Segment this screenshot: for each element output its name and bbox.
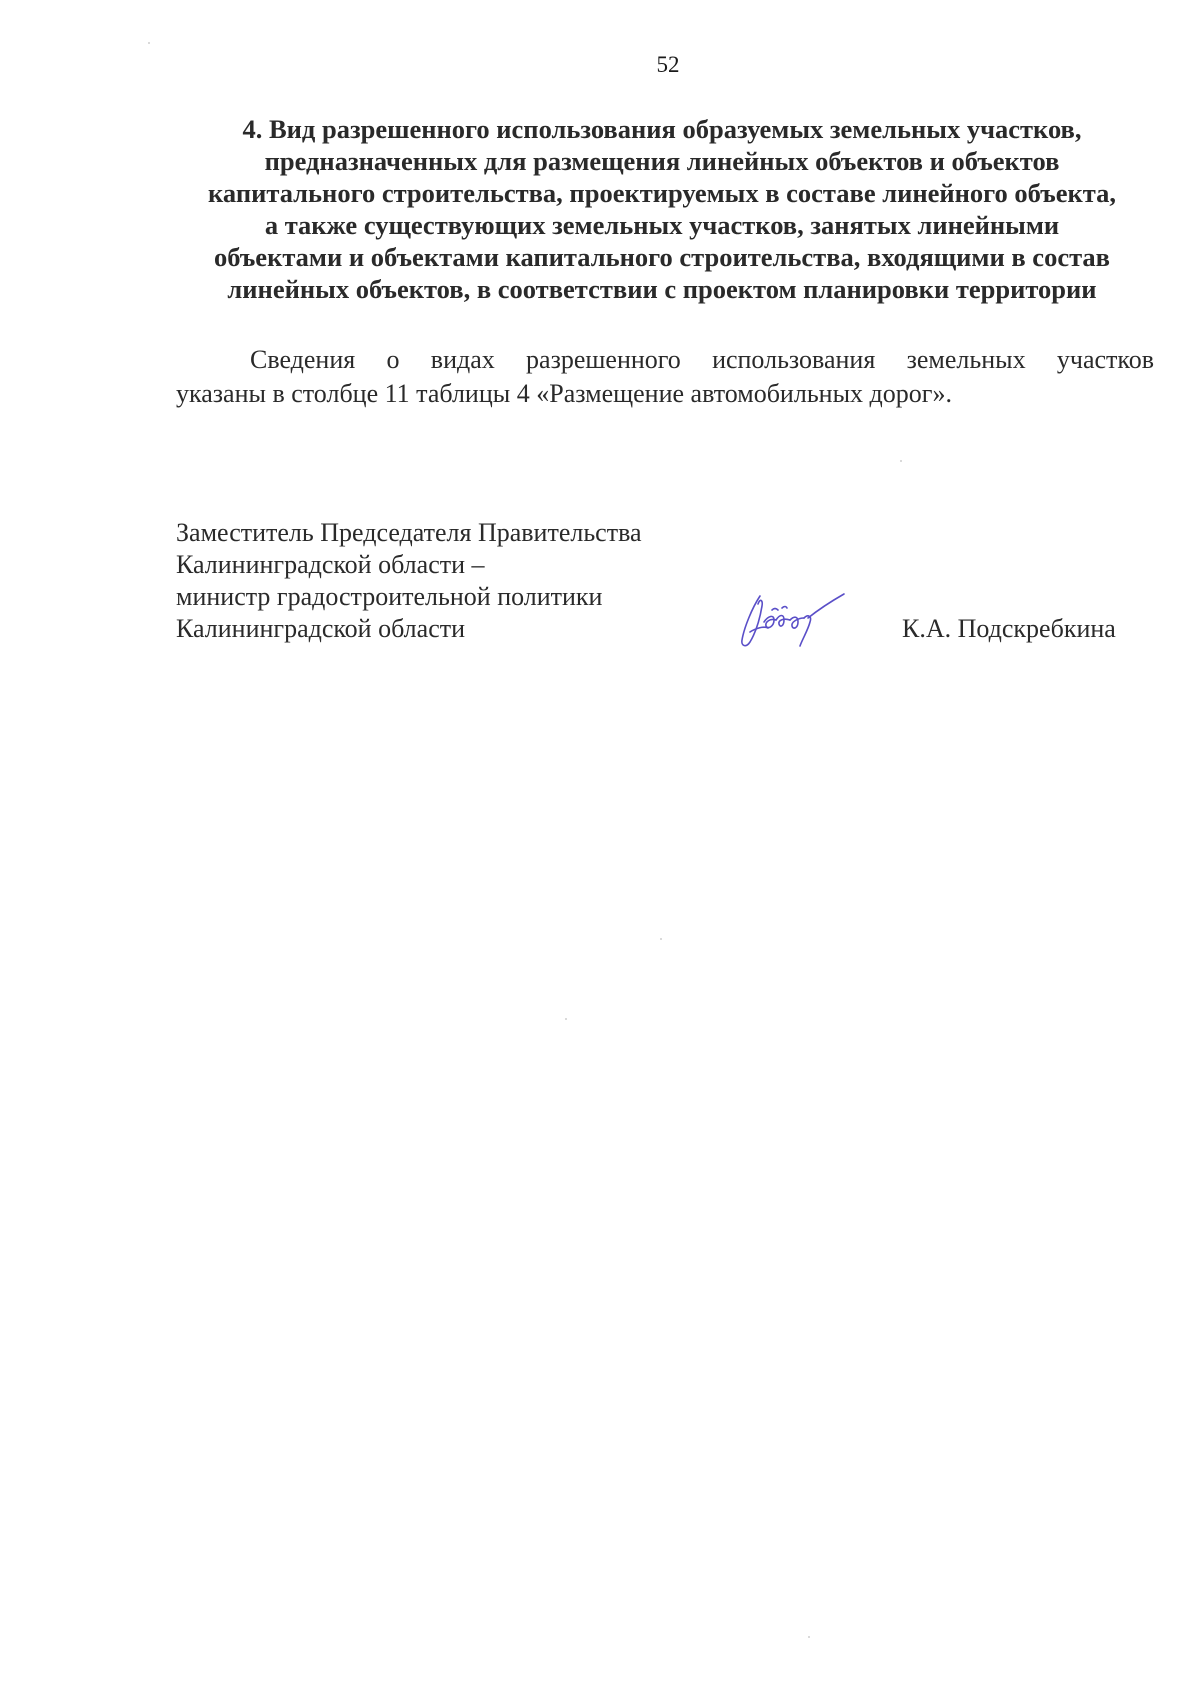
position-line: Заместитель Председателя Правительства	[176, 518, 642, 547]
scan-speck	[148, 42, 150, 44]
heading-line: объектами и объектами капитального строительства, входящими в состав	[214, 242, 1110, 272]
position-line: Калининградской области –	[176, 550, 485, 579]
heading-line: капитального строительства, проектируемых в составе линейного объекта,	[208, 178, 1116, 208]
position-line: министр градостроительной политики	[176, 582, 603, 611]
heading-line: предназначенных для размещения линейных объектов и объектов	[264, 146, 1060, 176]
scan-speck	[565, 1018, 567, 1020]
body-paragraph	[176, 343, 1154, 411]
paragraph-line: указаны в столбце 11 таблицы 4 «Размещение автомобильных дорог».	[176, 379, 952, 408]
handwritten-signature	[738, 588, 848, 650]
scan-speck	[660, 938, 662, 940]
heading-line: а также существующих земельных участков, занятых линейными	[264, 210, 1060, 240]
scan-speck	[808, 1636, 810, 1638]
heading-line: линейных объектов, в соответствии с проектом планировки территории	[227, 274, 1097, 304]
scan-speck	[900, 460, 902, 462]
heading-line: 4. Вид разрешенного использования образуемых земельных участков,	[242, 114, 1082, 144]
signatory-name: К.А. Подскребкина	[902, 614, 1116, 643]
page-number: 52	[656, 52, 680, 77]
section-heading	[170, 113, 1154, 305]
position-line: Калининградской области	[176, 614, 466, 643]
paragraph-line: Сведения о видах разрешенного использования земельных участков	[250, 345, 1154, 374]
signatory-position	[176, 517, 642, 645]
